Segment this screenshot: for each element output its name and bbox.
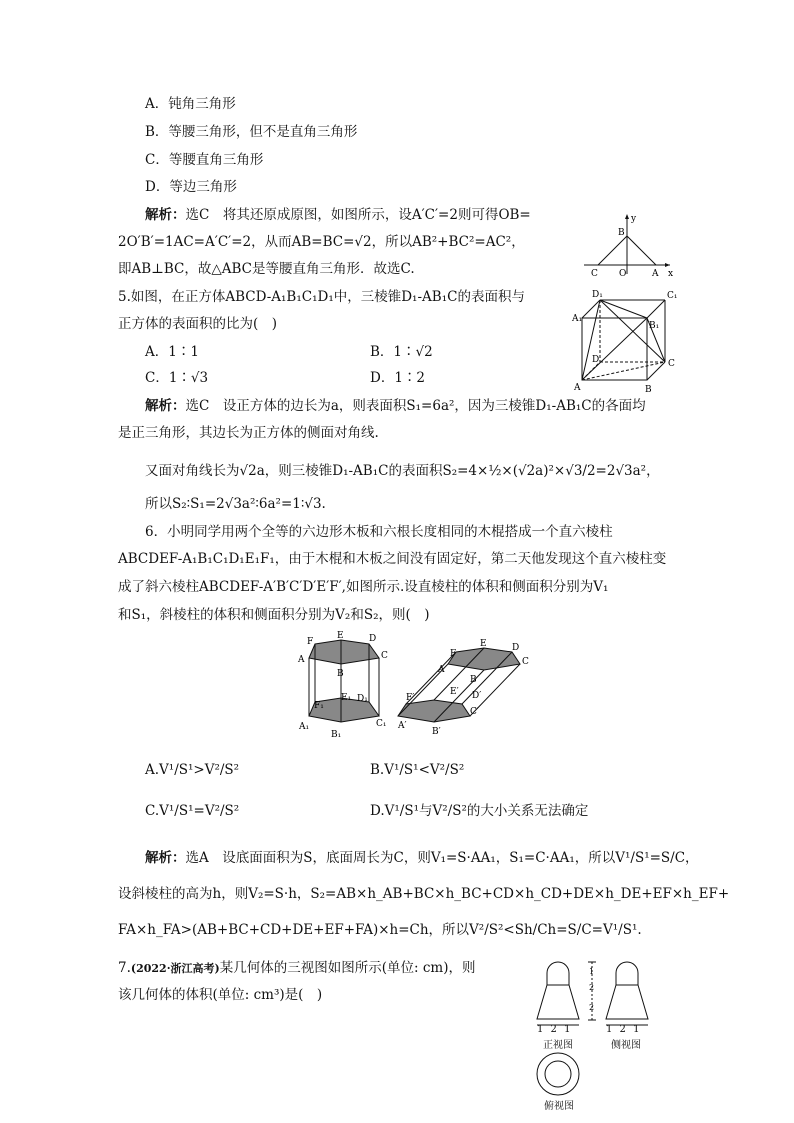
svg-text:C: C	[668, 359, 675, 369]
q4-option-d: D．等边三角形	[145, 179, 237, 195]
svg-text:C′: C′	[470, 707, 479, 717]
q5-cube-figure	[572, 288, 682, 396]
svg-text:C: C	[381, 651, 388, 661]
q7-vertical-dimension	[586, 962, 598, 1024]
q5-option-c: C．1∶√3	[145, 370, 209, 386]
q7-stem-line2: 该几何体的体积(单位: cm³)是( )	[118, 987, 323, 1003]
q4-solution-line3: 即AB⊥BC，故△ABC是等腰直角三角形．故选C.	[118, 261, 415, 277]
q6-solution-line2: 设斜棱柱的高为h，则V₂=S·h，S₂=AB×h_AB+BC×h_BC+CD×h_CD+DE×h_DE+EF×h_EF+	[118, 886, 730, 902]
svg-text:C₁: C₁	[667, 291, 678, 301]
svg-text:D: D	[369, 634, 377, 644]
svg-text:D′: D′	[472, 691, 482, 701]
q4-option-c: C．等腰直角三角形	[145, 152, 264, 168]
svg-text:B₁: B₁	[649, 321, 660, 331]
svg-text:F: F	[450, 649, 457, 659]
q7-side-view	[600, 963, 654, 1025]
q6-option-d: D.V¹/S¹与V²/S²的大小关系无法确定	[370, 803, 589, 819]
q7-stem-line1: 7.(2022·浙江高考)某几何体的三视图如图所示(单位: cm)，则	[118, 960, 476, 976]
svg-text:B: B	[645, 385, 652, 395]
svg-text:F₁: F₁	[314, 701, 324, 711]
q7-front-dimension: 1 2 1	[537, 1024, 573, 1035]
svg-text:C: C	[591, 269, 598, 279]
svg-text:2: 2	[589, 1003, 595, 1012]
svg-text:F′: F′	[406, 693, 415, 703]
q6-oblique-prism-figure	[398, 634, 530, 736]
svg-text:B′: B′	[432, 727, 441, 737]
svg-text:C: C	[522, 657, 529, 667]
q4-solution-line1: 解析：选C 将其还原成原图，如图所示，设A′C′=2则可得OB=	[145, 207, 531, 223]
q7-front-caption: 正视图	[543, 1040, 573, 1051]
svg-text:B₁: B₁	[331, 730, 342, 740]
svg-text:B: B	[618, 228, 625, 238]
svg-text:A₁: A₁	[299, 722, 310, 732]
q6-stem-line2: ABCDEF-A₁B₁C₁D₁E₁F₁，由于木棍和木板之间没有固定好，第二天他发现这个直六棱柱变	[118, 551, 667, 567]
q5-stem-line1: 5.如图，在正方体ABCD-A₁B₁C₁D₁中，三棱锥D₁-AB₁C的表面积与	[118, 289, 525, 305]
svg-text:D: D	[512, 643, 520, 653]
svg-text:O: O	[619, 269, 627, 279]
svg-text:F: F	[307, 637, 314, 647]
svg-text:B: B	[470, 675, 477, 685]
svg-text:A: A	[298, 655, 305, 665]
q6-option-c: C.V¹/S¹=V²/S²	[145, 803, 240, 819]
q5-solution-line2: 是正三角形，其边长为正方体的侧面对角线.	[118, 425, 379, 441]
svg-text:C₁: C₁	[376, 719, 387, 729]
svg-text:2: 2	[589, 983, 595, 992]
svg-text:A′: A′	[398, 721, 407, 731]
q5-solution-line1: 解析：选C 设正方体的边长为a，则表面积S₁=6a²，因为三棱锥D₁-AB₁C的各面均	[145, 398, 646, 414]
q4-solution-line2: 2O′B′=1AC=A′C′=2，从而AB=BC=√2，所以AB²+BC²=AC²，	[118, 234, 525, 250]
svg-text:D: D	[592, 355, 600, 365]
q7-side-dimension: 1 2 1	[606, 1024, 642, 1035]
q5-option-b: B．1∶√2	[370, 344, 433, 360]
q6-stem-line3: 成了斜六棱柱ABCDEF-A′B′C′D′E′F′,如图所示.设直棱柱的体积和侧面积分别为V₁	[118, 579, 609, 595]
q4-option-a: A．钝角三角形	[145, 96, 236, 112]
svg-text:E₁: E₁	[341, 693, 352, 703]
q7-front-view	[531, 963, 585, 1025]
q5-option-a: A．1∶1	[145, 344, 199, 360]
svg-text:B: B	[337, 669, 344, 679]
q6-stem-line4: 和S₁，斜棱柱的体积和侧面积分别为V₂和S₂，则( )	[118, 607, 430, 623]
svg-text:E′: E′	[450, 687, 459, 697]
svg-text:x: x	[668, 269, 674, 279]
svg-text:E: E	[337, 631, 344, 641]
q6-solution-line1: 解析：选A 设底面面积为S，底面周长为C，则V₁=S·AA₁，S₁=C·AA₁，所以V¹/S¹=S/C，	[145, 850, 699, 866]
q6-solution-line3: FA×h_FA>(AB+BC+CD+DE+EF+FA)×h=Ch，所以V²/S²<Sh/Ch=S/C=V¹/S¹.	[118, 922, 642, 938]
q7-top-caption: 俯视图	[544, 1101, 574, 1112]
svg-text:y: y	[631, 214, 637, 224]
svg-text:A: A	[574, 383, 581, 393]
q6-right-prism-figure	[293, 628, 397, 746]
q7-side-caption: 侧视图	[611, 1040, 641, 1051]
svg-text:A: A	[652, 269, 659, 279]
svg-text:D₁: D₁	[357, 694, 368, 704]
q5-solution-line4: 所以S₂∶S₁=2√3a²∶6a²=1∶√3.	[145, 496, 326, 512]
q4-triangle-figure	[584, 212, 676, 280]
svg-text:E: E	[480, 639, 487, 649]
q6-option-a: A.V¹/S¹>V²/S²	[145, 762, 240, 778]
q6-option-b: B.V¹/S¹<V²/S²	[370, 762, 465, 778]
q5-stem-line2: 正方体的表面积的比为( )	[118, 316, 278, 332]
svg-text:A: A	[438, 665, 445, 675]
svg-text:A₁: A₁	[572, 314, 583, 324]
q5-option-d: D．1∶2	[370, 370, 426, 386]
svg-text:D₁: D₁	[592, 290, 603, 300]
q5-solution-line3: 又面对角线长为√2a，则三棱锥D₁-AB₁C的表面积S₂=4×½×(√2a)²×√3/2=2√3a²，	[145, 463, 660, 479]
q6-stem-line1: 6．小明同学用两个全等的六边形木板和六根长度相同的木棍搭成一个直六棱柱	[145, 524, 613, 540]
q7-top-view	[535, 1051, 581, 1097]
q4-option-b: B．等腰三角形，但不是直角三角形	[145, 124, 358, 140]
svg-text:1: 1	[589, 967, 595, 976]
